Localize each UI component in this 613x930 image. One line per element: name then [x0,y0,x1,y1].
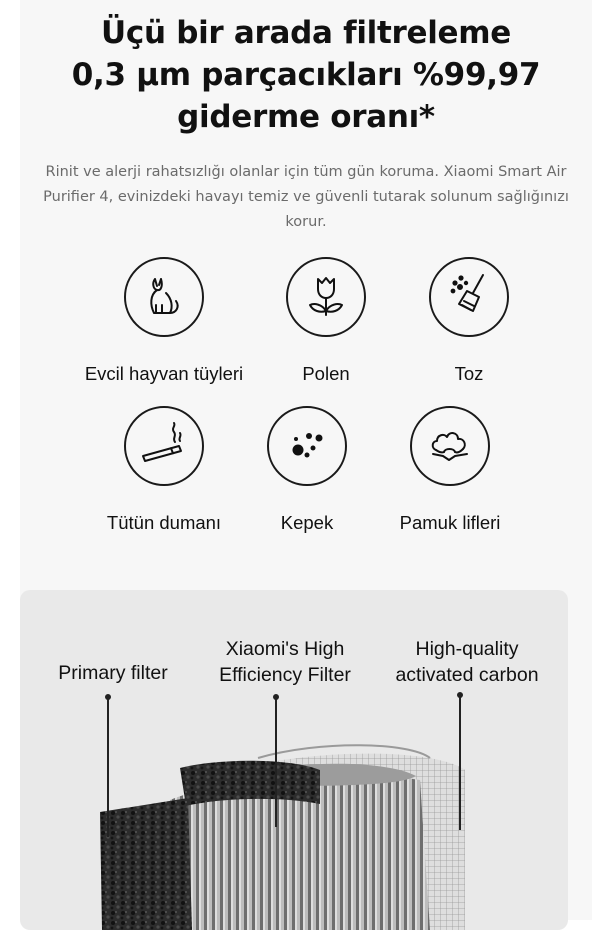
feature-label: Kepek [280,512,334,533]
feature-icon-circle [124,406,204,486]
label-line: Xiaomi's High [225,638,345,660]
filter-layers-card [20,590,568,930]
label-activated-carbon [372,636,562,688]
feature-dust [374,257,564,385]
feature-icon-circle [410,406,490,486]
description-text: Rinit ve alerji rahatsızlığı olanlar için tüm gün koruma. Xiaomi Smart Air Purifier 4, evinizdeki havayı temiz ve güvenli tutarak solunum sağlığınızı korur. [43,164,569,230]
pointer-activated-carbon [459,695,461,830]
feature-label: Toz [454,363,484,384]
feature-icon-circle [267,406,347,486]
feature-label: Tütün dumanı [106,512,222,533]
feature-icon-circle [124,257,204,337]
feature-label: Pamuk lifleri [399,512,501,533]
feature-label: Evcil hayvan tüyleri [84,363,244,384]
cigarette-icon [139,420,189,472]
flower-icon [304,271,348,323]
dots-icon [285,422,329,470]
label-line: Efficiency Filter [219,664,351,686]
cat-icon [142,271,186,323]
feature-icon-circle [286,257,366,337]
label-line: activated carbon [395,664,539,686]
feature-icon-circle [429,257,509,337]
page-title [20,12,592,138]
broom-icon [447,271,491,323]
title-line-3: giderme oranı* [177,99,435,135]
title-line-2: 0,3 μm parçacıkları %99,97 [71,57,541,93]
feature-cotton-fibers [355,406,545,534]
cotton-icon [427,422,473,470]
label-primary-filter: Primary filter [58,662,168,684]
label-line: High-quality [415,638,519,660]
title-line-1: Üçü bir arada filtreleme [101,15,511,51]
feature-label: Polen [302,363,350,384]
pointer-primary-filter [107,697,109,837]
label-high-efficiency-filter [200,636,370,688]
pointer-high-efficiency-filter [275,697,277,827]
